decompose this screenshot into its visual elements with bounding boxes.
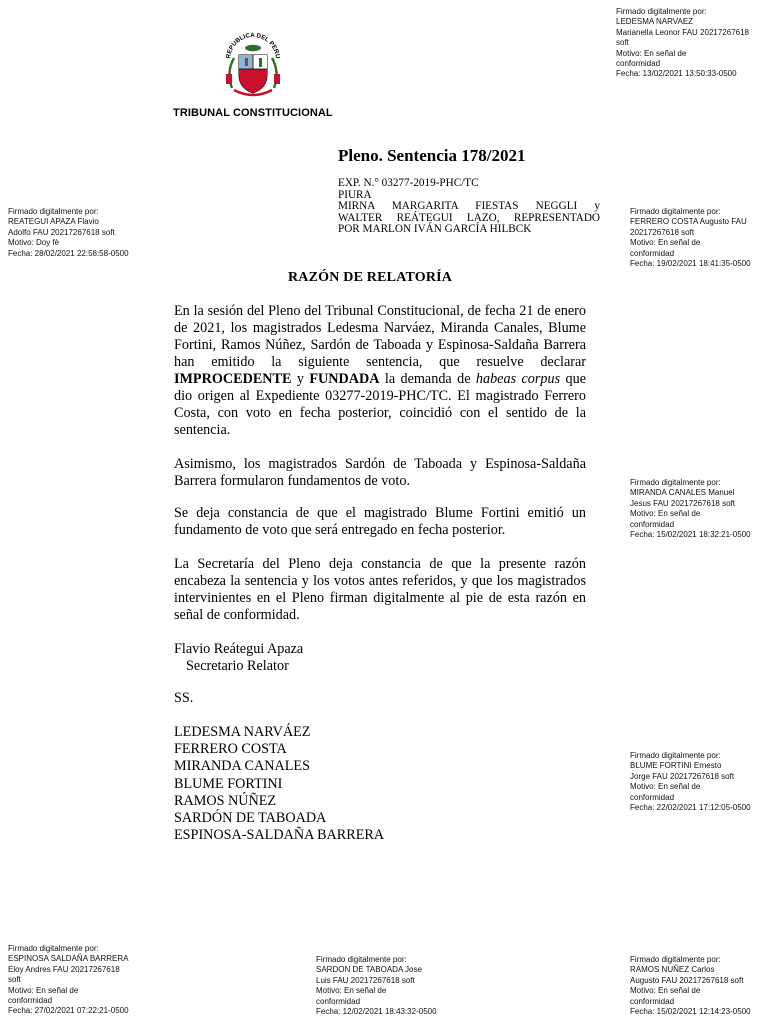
verdict-improcedente: IMPROCEDENTE xyxy=(174,371,292,387)
judge-name: FERRERO COSTA xyxy=(174,741,287,758)
document-title: Pleno. Sentencia 178/2021 xyxy=(338,146,526,165)
paragraph-text: En la sesión del Pleno del Tribunal Constitucional, de fecha 21 de enero de 2021, los magistrados Ledesma Narváez, Miranda Canales, Blume Fortini, Ramos Núñez, Sardón de Taboada y Espinosa-Saldaña Barrera han emitido la siguiente sentencia, que resuelve declarar xyxy=(174,303,586,370)
case-parties-line: POR MARLON IVÁN GARCÍA HILBCK xyxy=(338,223,532,236)
judge-name: RAMOS NÚÑEZ xyxy=(174,792,277,809)
paragraph-text: y xyxy=(291,371,310,387)
signature-stamp-ramos: Firmado digitalmente por: RAMOS NUÑEZ Carlos Augusto FAU 20217267618 soft Motivo: En señal de conformidad Fecha: 15/02/2021 12:14:23-0500 xyxy=(630,955,751,1017)
judge-name: LEDESMA NARVÁEZ xyxy=(174,724,311,740)
signer-role: Secretario Relator xyxy=(186,658,289,674)
signature-stamp-ferrero: Firmado digitalmente por: FERRERO COSTA Augusto FAU 20217267618 soft Motivo: En señal de conformidad Fecha: 19/02/2021 18:41:35-0500 xyxy=(630,207,751,269)
habeas-corpus-term: habeas corpus xyxy=(475,371,561,387)
signature-stamp-sardon: Firmado digitalmente por: SARDON DE TABOADA Jose Luis FAU 20217267618 soft Motivo: En señal de conformidad Fecha: 12/02/2021 18:43:32-0500 xyxy=(316,955,437,1017)
case-number: EXP. N.° 03277-2019-PHC/TC xyxy=(338,177,479,189)
case-parties-line: MIRNA MARGARITA FIESTAS NEGGLI y xyxy=(338,200,600,213)
paragraph-secretaria: La Secretaría del Pleno deja constancia de que la presente razón encabeza la sentencia y los votos antes referidos, y que los magistrados intervinientes en el Pleno firman digitalmente al pie de esta razón en señal de conformidad. xyxy=(174,556,586,623)
paragraph-text: la demanda de xyxy=(379,371,476,387)
judge-name: MIRANDA CANALES xyxy=(174,758,310,775)
paragraph-session xyxy=(174,303,586,439)
verdict-fundada: FUNDADA xyxy=(309,371,380,387)
signature-stamp-reategui: Firmado digitalmente por: REATEGUI APAZA Flavio Adolfo FAU 20217267618 soft Motivo: Doy fè Fecha: 28/02/2021 22:58:58-0500 xyxy=(8,207,129,258)
judge-name: SARDÓN DE TABOADA xyxy=(174,810,327,827)
coat-of-arms-logo xyxy=(222,30,284,102)
case-parties-line: WALTER REÁTEGUI LAZO, REPRESENTADO xyxy=(338,211,600,224)
case-location: PIURA xyxy=(338,188,372,201)
institution-name: TRIBUNAL CONSTITUCIONAL xyxy=(173,107,333,119)
paragraph-constancia: Se deja constancia de que el magistrado Blume Fortini emitió un fundamento de voto que será entregado en fecha posterior. xyxy=(174,505,586,538)
judges-list xyxy=(174,724,384,844)
section-title: RAZÓN DE RELATORÍA xyxy=(288,270,453,285)
signature-stamp-miranda: Firmado digitalmente por: MIRANDA CANALES Manuel Jesus FAU 20217267618 soft Motivo: En señal de conformidad Fecha: 15/02/2021 18:32:21-0500 xyxy=(630,478,751,540)
case-header xyxy=(338,178,600,236)
paragraph-fundamentos: Asimismo, los magistrados Sardón de Taboada y Espinosa-Saldaña Barrera formularon fundamentos de voto. xyxy=(174,456,586,489)
judge-name: BLUME FORTINI xyxy=(174,775,283,792)
signature-stamp-blume: Firmado digitalmente por: BLUME FORTINI Ernesto Jorge FAU 20217267618 soft Motivo: En señal de conformidad Fecha: 22/02/2021 17:12:05-0500 xyxy=(630,751,751,813)
judge-name: ESPINOSA-SALDAÑA BARRERA xyxy=(174,827,385,844)
signature-stamp-ledesma: Firmado digitalmente por: LEDESMA NARVAEZ Marianella Leonor FAU 20217267618 soft Motivo: En señal de conformidad Fecha: 13/02/2021 13:50:33-0500 xyxy=(616,7,749,79)
ss-label: SS. xyxy=(174,690,194,706)
paragraph-text: que dio origen al Expediente 03277-2019-PHC/TC. El magistrado Ferrero Costa, con voto en fecha posterior, coincidió con el sentido de la sentencia. xyxy=(174,371,586,438)
svg-text:REPUBLICA DEL PERU: REPUBLICA DEL PERU xyxy=(224,31,282,59)
signature-stamp-espinosa: Firmado digitalmente por: ESPINOSA SALDAÑA BARRERA Eloy Andres FAU 20217267618 soft Motivo: En señal de conformidad Fecha: 27/02/2021 07:22:21-0500 xyxy=(8,944,129,1016)
signer-name: Flavio Reátegui Apaza xyxy=(174,641,304,657)
